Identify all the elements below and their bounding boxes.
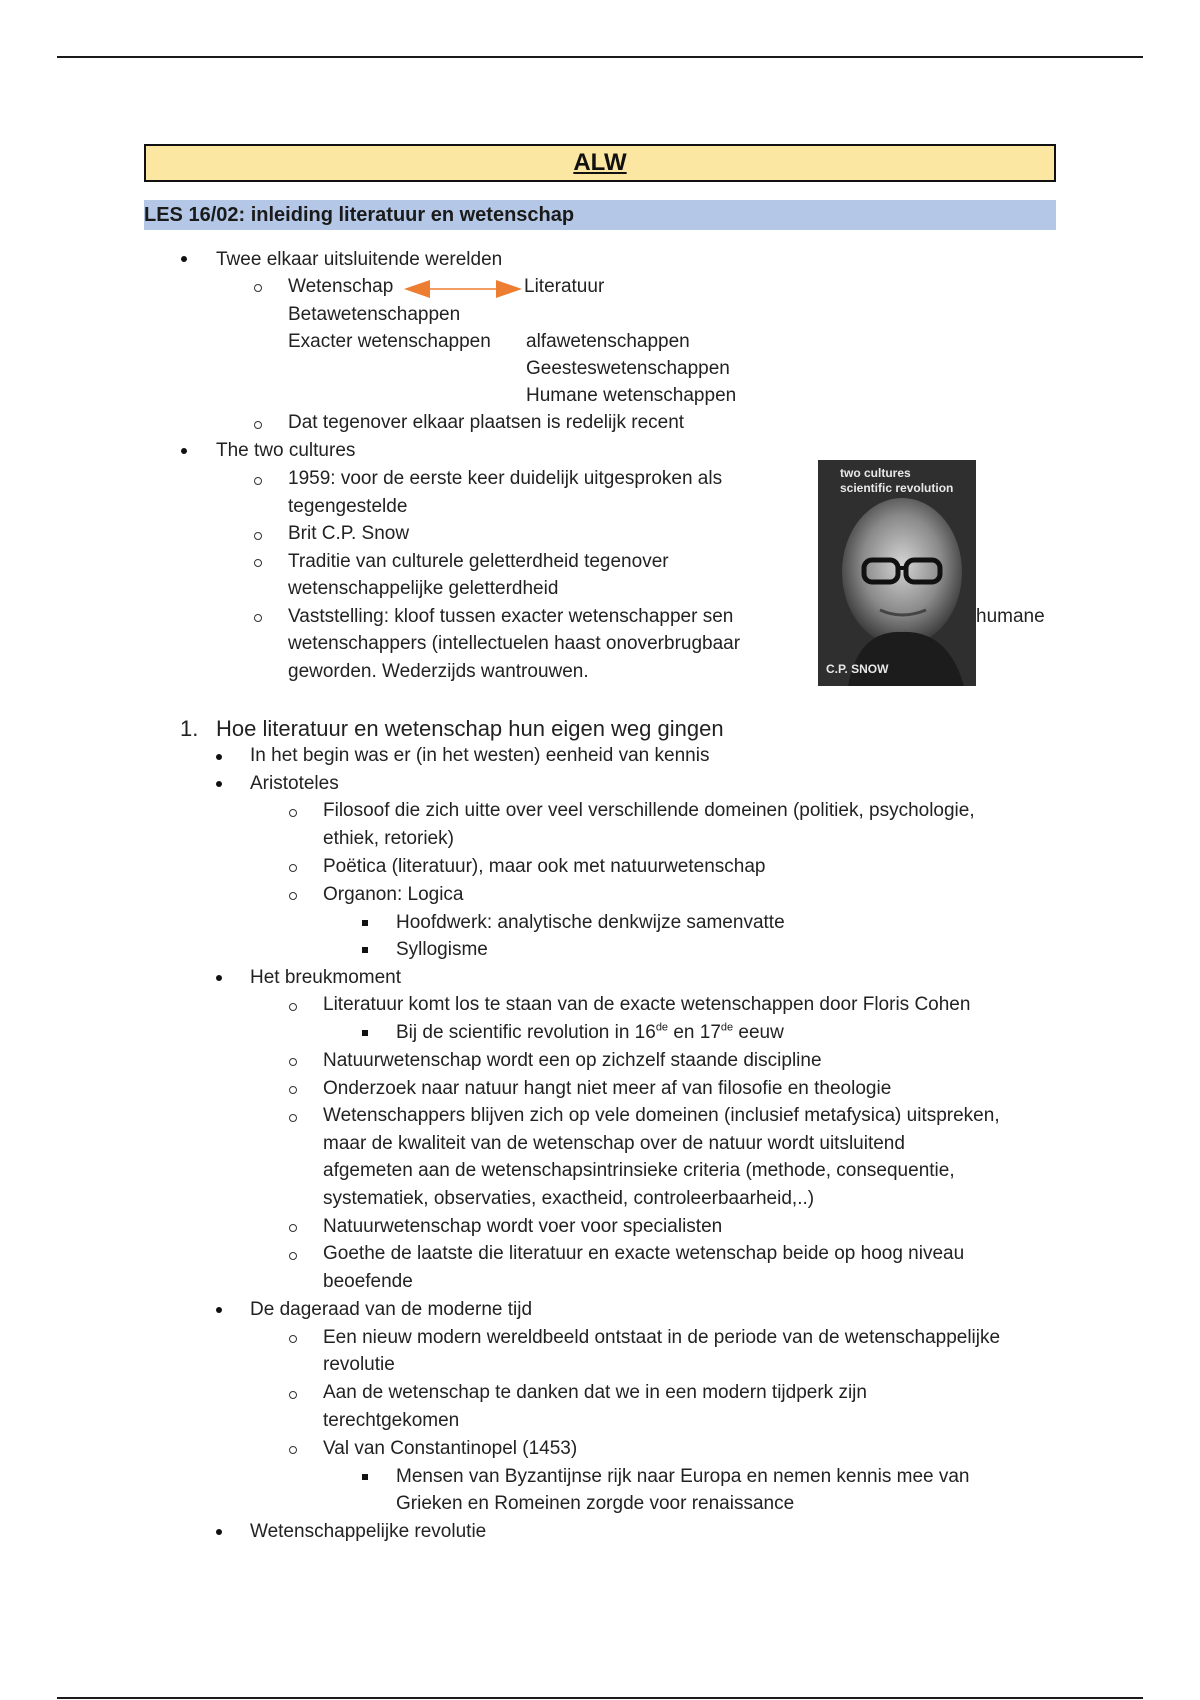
list-item: Het breukmoment — [250, 967, 402, 988]
bullet-circle — [254, 559, 262, 567]
superscript: de — [655, 1021, 669, 1034]
bullet-dot — [181, 256, 187, 262]
list-item: Aan de wetenschap te danken dat we in een modern tijdperk zijn — [323, 1382, 867, 1403]
list-item: Betawetenschappen — [288, 304, 461, 325]
list-item: humane — [976, 606, 1045, 627]
list-item: Val van Constantinopel (1453) — [323, 1438, 578, 1459]
bullet-dot — [216, 975, 222, 981]
list-item: Twee elkaar uitsluitende werelden — [216, 249, 503, 270]
list-item: Exacter wetenschappen — [288, 331, 491, 352]
list-item: De dageraad van de moderne tijd — [250, 1299, 533, 1320]
bullet-dot — [216, 781, 222, 787]
book-title-line-2: scientific revolution — [840, 481, 954, 495]
bullet-circle — [289, 809, 297, 817]
double-arrow-icon — [402, 276, 524, 302]
section-number: 1. — [180, 716, 199, 741]
bullet-circle — [289, 1058, 297, 1066]
bullet-square — [362, 947, 368, 953]
list-item: Humane wetenschappen — [526, 385, 737, 406]
list-item: Traditie van culturele geletterdheid tegenover — [288, 551, 669, 572]
bullet-circle — [254, 614, 262, 622]
list-item: The two cultures — [216, 440, 356, 461]
list-item: afgemeten aan de wetenschapsintrinsieke criteria (methode, consequentie, — [323, 1160, 955, 1181]
lesson-heading: LES 16/02: inleiding literatuur en wetenschap — [144, 203, 575, 226]
bullet-circle — [289, 1335, 297, 1343]
bullet-dot — [216, 1529, 222, 1535]
bullet-circle — [254, 421, 262, 429]
book-cover-image — [818, 460, 976, 686]
bullet-circle — [289, 1391, 297, 1399]
list-item: Onderzoek naar natuur hangt niet meer af van filosofie en theologie — [323, 1078, 892, 1099]
lesson-heading-bar — [144, 200, 1056, 230]
list-item-text: eeuw — [733, 1022, 784, 1043]
list-item: In het begin was er (in het westen) eenheid van kennis — [250, 745, 710, 766]
bullet-circle — [289, 864, 297, 872]
document-title-box — [144, 144, 1056, 182]
list-item: systematiek, observaties, exactheid, controleerbaarheid,..) — [323, 1188, 815, 1209]
list-item: Vaststelling: kloof tussen exacter wetenschapper sen — [288, 606, 734, 627]
top-rule — [57, 56, 1143, 58]
bullet-dot — [216, 754, 222, 760]
bullet-square — [362, 1030, 368, 1036]
list-item: tegengestelde — [288, 496, 408, 517]
list-item: beoefende — [323, 1271, 413, 1292]
bullet-circle — [289, 1086, 297, 1094]
list-item: geworden. Wederzijds wantrouwen. — [288, 661, 589, 682]
list-item: Syllogisme — [396, 939, 488, 960]
list-item-text: en 17 — [668, 1022, 721, 1043]
bullet-square — [362, 920, 368, 926]
list-item: revolutie — [323, 1354, 395, 1375]
bullet-circle — [254, 532, 262, 540]
list-item: Organon: Logica — [323, 884, 464, 905]
bullet-circle — [289, 892, 297, 900]
list-item: Mensen van Byzantijnse rijk naar Europa en nemen kennis mee van — [396, 1466, 970, 1487]
bottom-rule — [57, 1697, 1143, 1699]
list-item: Geesteswetenschappen — [526, 358, 730, 379]
list-item: Een nieuw modern wereldbeeld ontstaat in de periode van de wetenschappelijke — [323, 1327, 1001, 1348]
bullet-square — [362, 1474, 368, 1480]
list-item: Aristoteles — [250, 773, 339, 794]
bullet-circle — [289, 1252, 297, 1260]
list-item: Wetenschappelijke revolutie — [250, 1521, 487, 1542]
list-item: 1959: voor de eerste keer duidelijk uitgesproken als — [288, 468, 723, 489]
list-item: Wetenschappers blijven zich op vele domeinen (inclusief metafysica) uitspreken, — [323, 1105, 1000, 1126]
bullet-circle — [289, 1446, 297, 1454]
list-item: alfawetenschappen — [526, 331, 690, 352]
list-item: Dat tegenover elkaar plaatsen is redelijk recent — [288, 412, 685, 433]
list-item: Goethe de laatste die literatuur en exacte wetenschap beide op hoog niveau — [323, 1243, 965, 1264]
list-item: ethiek, retoriek) — [323, 828, 454, 849]
list-item: Hoofdwerk: analytische denkwijze samenvatte — [396, 912, 785, 933]
list-item: Filosoof die zich uitte over veel verschillende domeinen (politiek, psychologie, — [323, 800, 975, 821]
list-item-text: Bij de scientific revolution in 16 — [396, 1022, 656, 1043]
list-item: Grieken en Romeinen zorgde voor renaissance — [396, 1493, 795, 1514]
book-author: C.P. SNOW — [826, 662, 889, 676]
list-item: Natuurwetenschap wordt een op zichzelf staande discipline — [323, 1050, 822, 1071]
bullet-dot — [216, 1307, 222, 1313]
section-heading: Hoe literatuur en wetenschap hun eigen weg gingen — [216, 716, 724, 741]
superscript: de — [720, 1021, 734, 1034]
list-item: Poëtica (literatuur), maar ook met natuurwetenschap — [323, 856, 766, 877]
list-item: wetenschappers (intellectuelen haast onoverbrugbaar — [288, 633, 741, 654]
list-item: Literatuur — [524, 276, 605, 297]
bullet-circle — [289, 1003, 297, 1011]
bullet-dot — [181, 448, 187, 454]
book-title-line-1: two cultures — [840, 466, 911, 480]
list-item: Wetenschap — [288, 276, 394, 297]
list-item: wetenschappelijke geletterdheid — [288, 578, 559, 599]
document-title: ALW — [573, 149, 627, 176]
list-item: Natuurwetenschap wordt voer voor specialisten — [323, 1216, 723, 1237]
bullet-circle — [289, 1224, 297, 1232]
list-item: maar de kwaliteit van de wetenschap over de natuur wordt uitsluitend — [323, 1133, 905, 1154]
bullet-circle — [254, 477, 262, 485]
list-item: Brit C.P. Snow — [288, 523, 410, 544]
bullet-circle — [254, 284, 262, 292]
list-item: Literatuur komt los te staan van de exacte wetenschappen door Floris Cohen — [323, 994, 971, 1015]
bullet-circle — [289, 1114, 297, 1122]
list-item: terechtgekomen — [323, 1410, 460, 1431]
list-item — [396, 1021, 784, 1045]
